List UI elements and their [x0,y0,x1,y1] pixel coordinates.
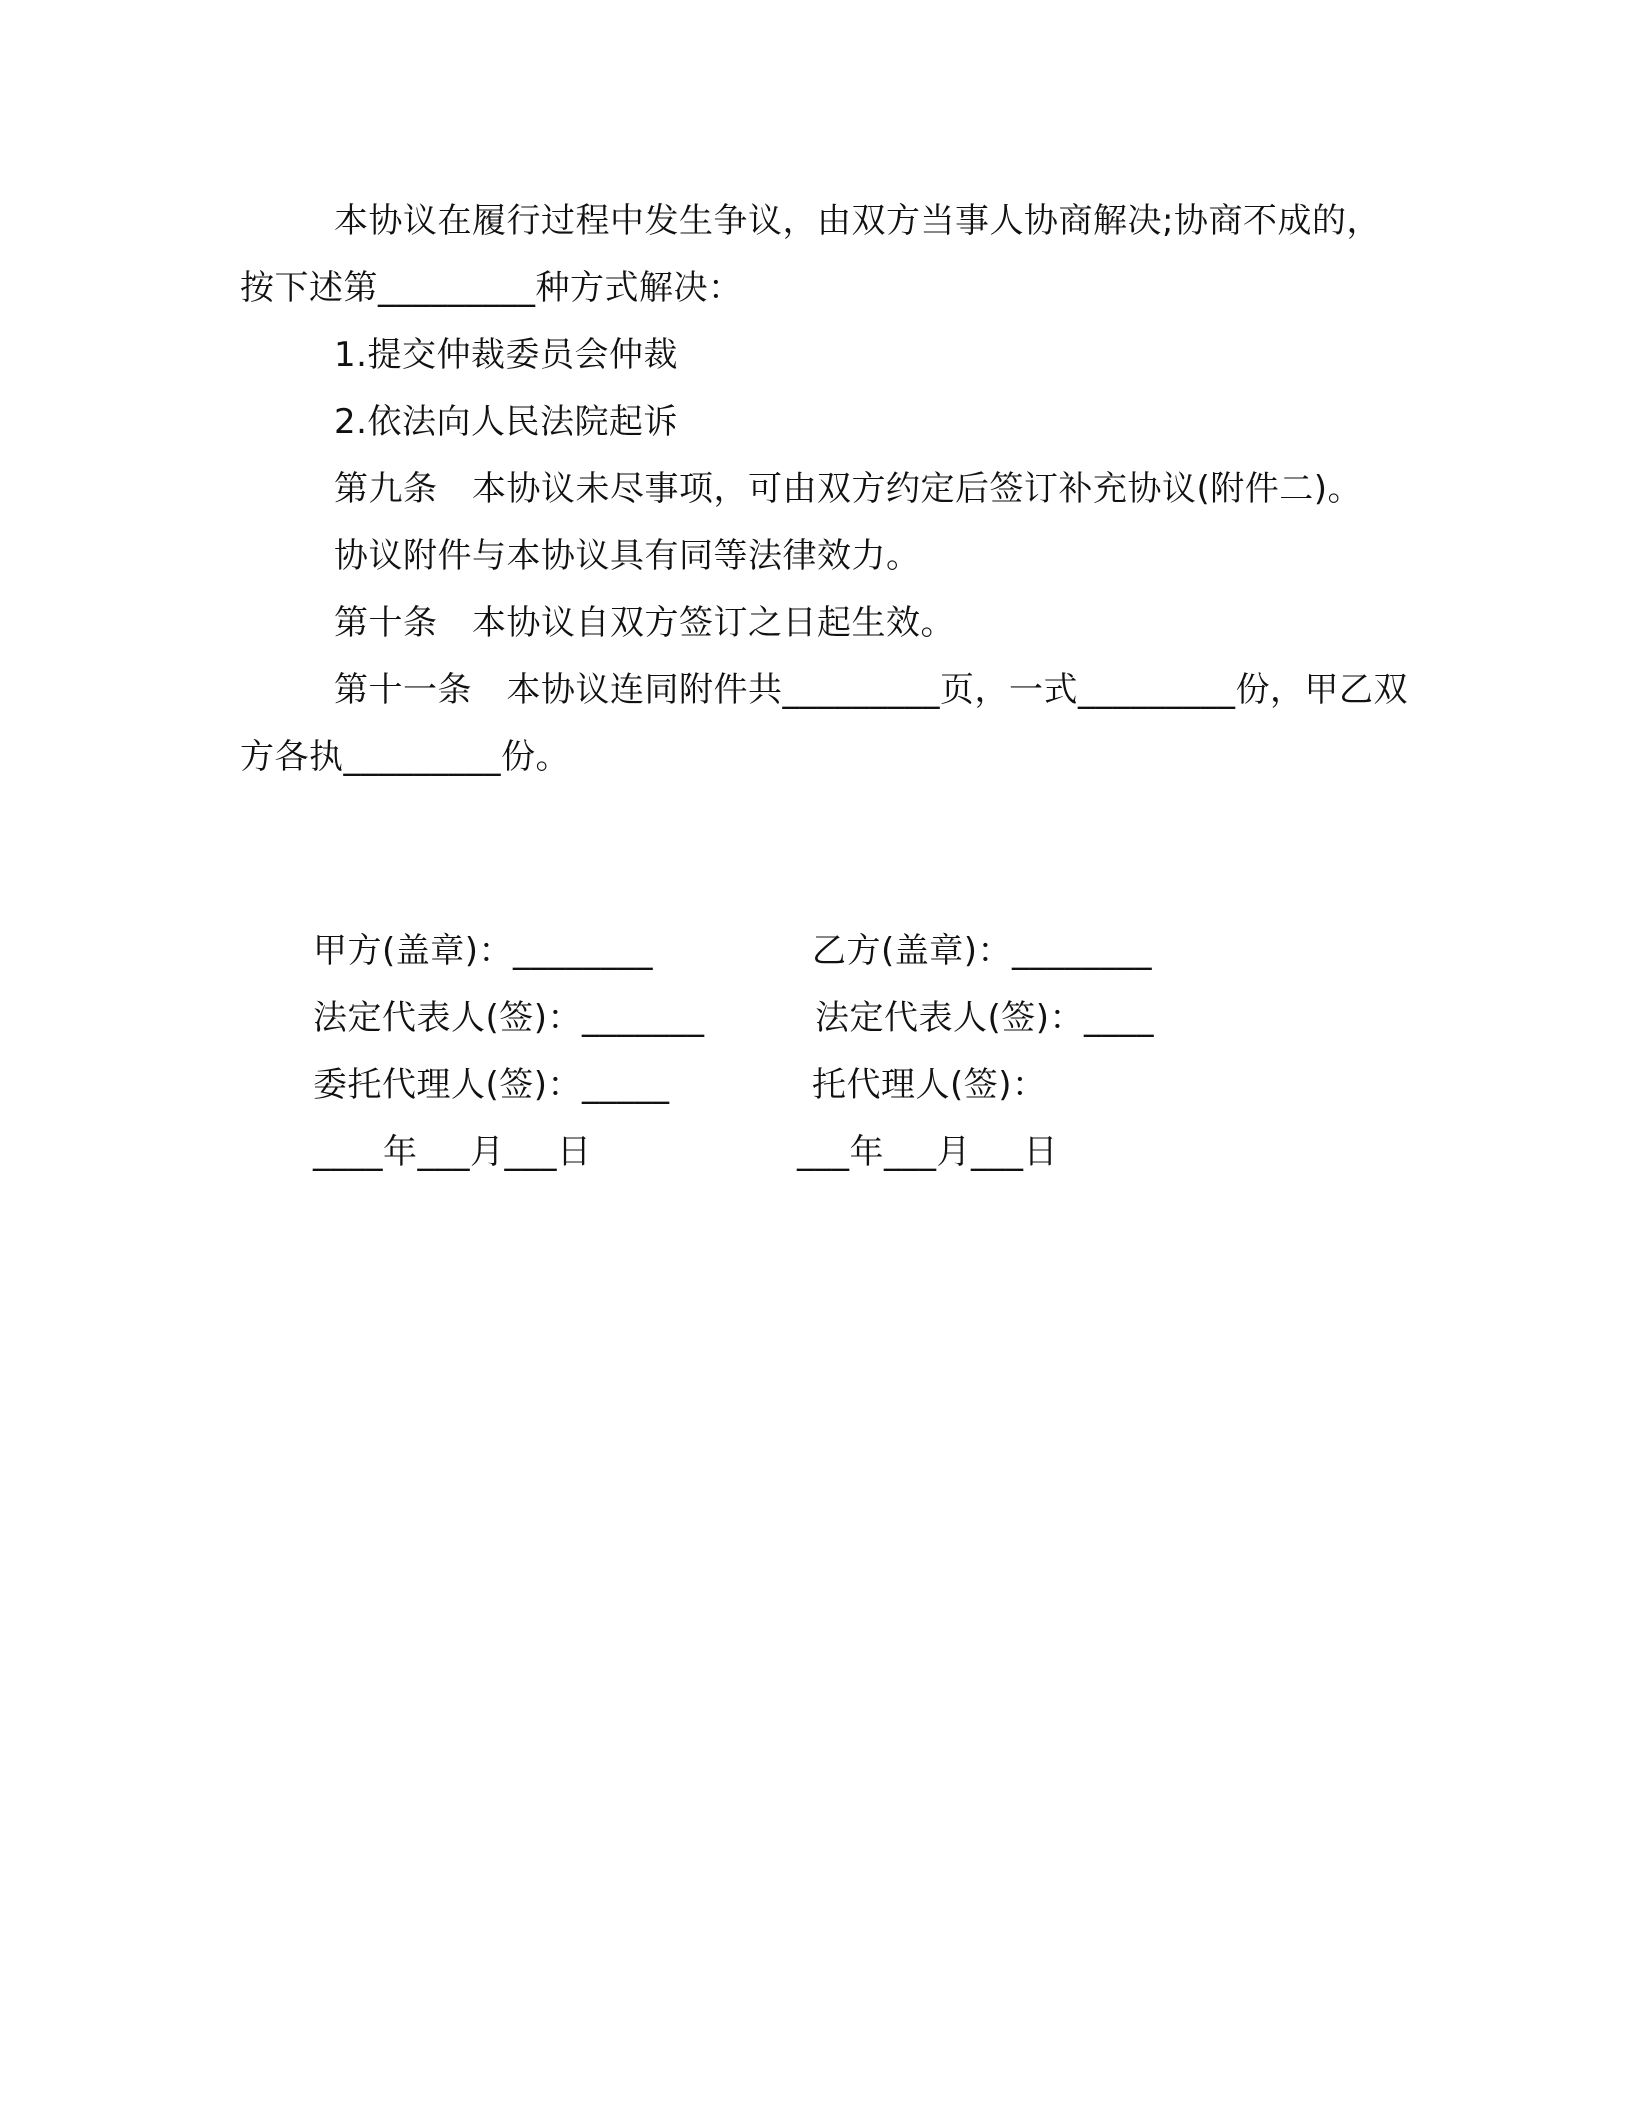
party-b-legal-rep: 法定代表人(签)：____ [815,998,1155,1038]
party-b-seal: 乙方(盖章)：________ [812,931,1153,971]
attachment-validity-paragraph: 协议附件与本协议具有同等法律效力。 [334,536,921,576]
option-litigation: 2.依法向人民法院起诉 [334,402,678,442]
date-row [0,1119,1632,1186]
party-a-seal: 甲方(盖章)：________ [313,931,654,971]
legal-rep-row [0,985,1632,1052]
party-a-date: ____年___月___日 [313,1132,592,1172]
option-arbitration: 1.提交仲裁委员会仲裁 [334,335,678,375]
party-b-date: ___年___月___日 [797,1132,1058,1172]
agreement-body [240,188,1415,791]
seal-row [0,918,1632,985]
agent-row [0,1052,1632,1119]
dispute-resolution-paragraph: 本协议在履行过程中发生争议，由双方当事人协商解决;协商不成的，按下述第_________种方式解决： [240,201,1381,308]
party-a-agent: 委托代理人(签)：_____ [313,1065,670,1105]
party-b-agent: 托代理人(签)： [812,1065,1047,1105]
article-ten: 第十条 本协议自双方签订之日起生效。 [334,603,955,643]
article-eleven: 第十一条 本协议连同附件共_________页，一式_________份，甲乙双方各执_________份。 [240,670,1408,777]
party-a-legal-rep: 法定代表人(签)：_______ [313,998,705,1038]
article-nine: 第九条 本协议未尽事项，可由双方约定后签订补充协议(附件二)。 [334,469,1363,509]
signature-block [0,918,1632,1186]
